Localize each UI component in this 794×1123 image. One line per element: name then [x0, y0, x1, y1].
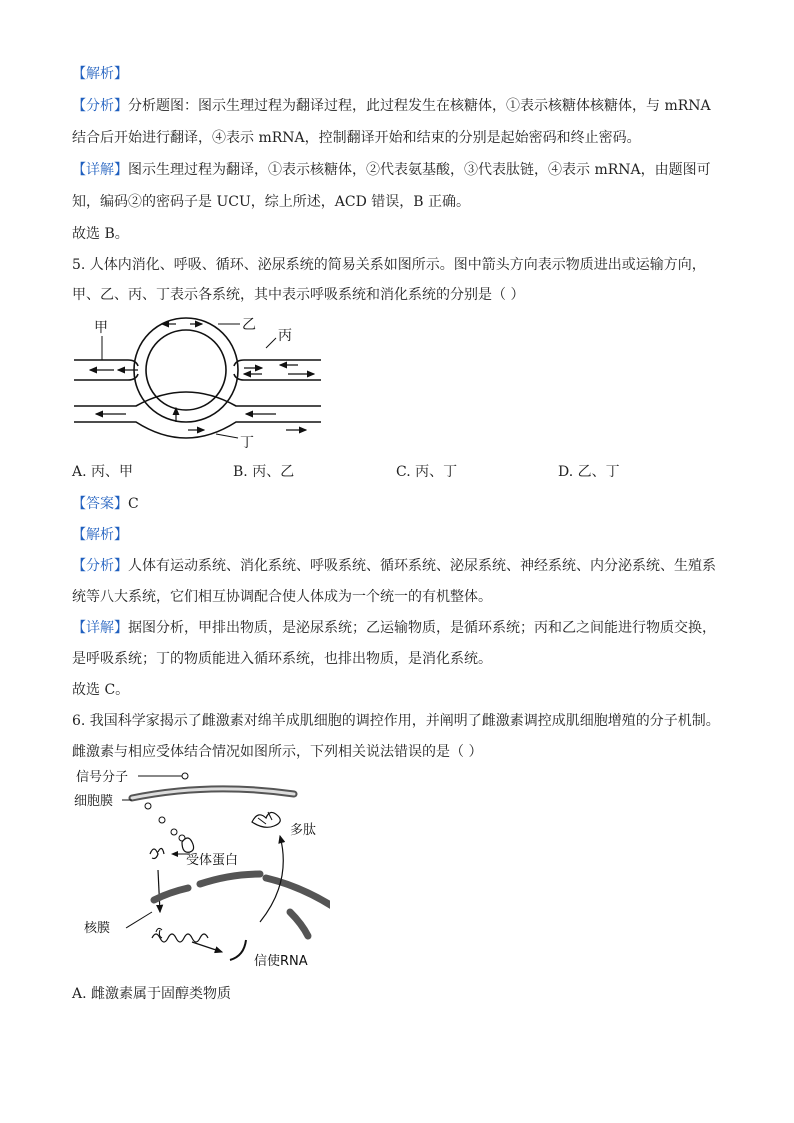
- q5-fenxi-tag: 【分析】: [72, 558, 128, 574]
- q6-label-membrane: 细胞膜: [74, 794, 114, 809]
- q4-analysis-heading: 【解析】: [72, 66, 128, 82]
- q4-xiangjie-line2: 知，编码②的密码子是 UCU，综上所述，ACD 错误，B 正确。: [72, 194, 470, 210]
- q5-label-ding: 丁: [240, 435, 254, 451]
- q5-answer-value: C: [128, 496, 139, 512]
- q4-xiangjie-text1: 图示生理过程为翻译，①表示核糖体，②代表氨基酸，③代表肽链，④表示 mRNA，由题图可: [128, 162, 711, 178]
- q5-conclusion: 故选 C。: [72, 682, 130, 698]
- q5-option-b-letter: B.: [233, 464, 248, 480]
- q5-xiangjie-text1: 据图分析，甲排出物质，是泌尿系统；乙运输物质，是循环系统；丙和乙之间能进行物质交换，: [128, 620, 716, 636]
- q5-option-d[interactable]: [558, 462, 620, 482]
- q5-ring-outer: [134, 318, 238, 422]
- q5-system-diagram: [66, 310, 336, 460]
- q6-label-signal: 信号分子: [76, 770, 129, 785]
- q5-option-c-letter: C.: [396, 464, 411, 480]
- q4-xiangjie-line1: [72, 160, 711, 180]
- q5-right-duct: [234, 360, 321, 380]
- q5-label-jia: 甲: [94, 320, 108, 336]
- q5-option-a[interactable]: [72, 462, 133, 482]
- q5-analysis-heading: 【解析】: [72, 527, 128, 543]
- q5-fenxi-line2: 统等八大系统，它们相互协调配合使人体成为一个统一的有机整体。: [72, 589, 492, 605]
- q5-answer: [72, 494, 139, 514]
- q5-stem-line2: 甲、乙、丙、丁表示各系统，其中表示呼吸系统和消化系统的分别是（ ）: [72, 287, 525, 303]
- q5-xiangjie-line1: [72, 618, 716, 638]
- q6-label-peptide: 多肽: [290, 823, 317, 838]
- q5-fenxi-text1: 人体有运动系统、消化系统、呼吸系统、循环系统、泌尿系统、神经系统、内分泌系统、生殖系: [128, 558, 716, 574]
- q5-option-b[interactable]: [233, 462, 294, 482]
- q5-ring-inner: [146, 330, 226, 410]
- q6-receptor-diagram: [70, 762, 330, 972]
- q4-fenxi-text1: 分析题图：图示生理过程为翻译过程，此过程发生在核糖体，①表示核糖体核糖体，与 mRNA: [128, 98, 711, 114]
- q4-xiangjie-tag: 【详解】: [72, 162, 128, 178]
- q5-option-c[interactable]: [396, 462, 457, 482]
- q6-mrna: [230, 940, 246, 960]
- q5-option-d-text: 乙、丁: [577, 464, 620, 480]
- q6-option-a-text: 雌激素属于固醇类物质: [91, 986, 232, 1002]
- q6-signal-molecule: [182, 773, 188, 779]
- q5-bottom-tract: [74, 392, 321, 438]
- q6-stem-line2: 雌激素与相应受体结合情况如图所示，下列相关说法错误的是（ ）: [72, 744, 483, 760]
- q5-option-c-text: 丙、丁: [415, 464, 458, 480]
- q6-receptor-protein: [182, 838, 194, 852]
- q5-fenxi-line1: [72, 556, 716, 576]
- q4-fenxi-line1: [72, 96, 711, 116]
- q5-xiangjie-line2: 是呼吸系统；丁的物质能进入循环系统，也排出物质，是消化系统。: [72, 651, 492, 667]
- q6-label-receptor: 受体蛋白: [186, 853, 239, 868]
- q5-option-a-letter: A.: [72, 464, 87, 480]
- q5-label-yi: 乙: [242, 317, 256, 333]
- q4-fenxi-line2: 结合后开始进行翻译，④表示 mRNA，控制翻译开始和结束的分别是起始密码和终止密码。: [72, 130, 641, 146]
- q4-conclusion: 故选 B。: [72, 226, 129, 242]
- q6-label-nuclear: 核膜: [84, 921, 111, 936]
- q6-bound-complex: [150, 848, 164, 858]
- q5-xiangjie-tag: 【详解】: [72, 620, 128, 636]
- q5-label-bing: 丙: [278, 328, 292, 344]
- q4-fenxi-tag: 【分析】: [72, 98, 128, 114]
- q6-nuclear-membrane: [154, 874, 330, 906]
- q6-stem-line1: 6. 我国科学家揭示了雌激素对绵羊成肌细胞的调控作用，并阐明了雌激素调控成肌细胞增殖的分子机制。: [72, 713, 720, 729]
- q5-option-b-text: 丙、乙: [252, 464, 295, 480]
- q6-option-a[interactable]: [72, 984, 231, 1004]
- q6-label-mrna: 信使RNA: [254, 954, 308, 969]
- q6-polypeptide: [252, 812, 280, 827]
- q5-option-a-text: 丙、甲: [91, 464, 134, 480]
- q5-answer-tag: 【答案】: [72, 496, 128, 512]
- q6-dna: [152, 934, 208, 942]
- q5-option-d-letter: D.: [558, 464, 574, 480]
- q6-option-a-letter: A.: [72, 986, 87, 1002]
- q5-stem-line1: 5. 人体内消化、呼吸、循环、泌尿系统的简易关系如图所示。图中箭头方向表示物质进出或运输方向，: [72, 257, 706, 273]
